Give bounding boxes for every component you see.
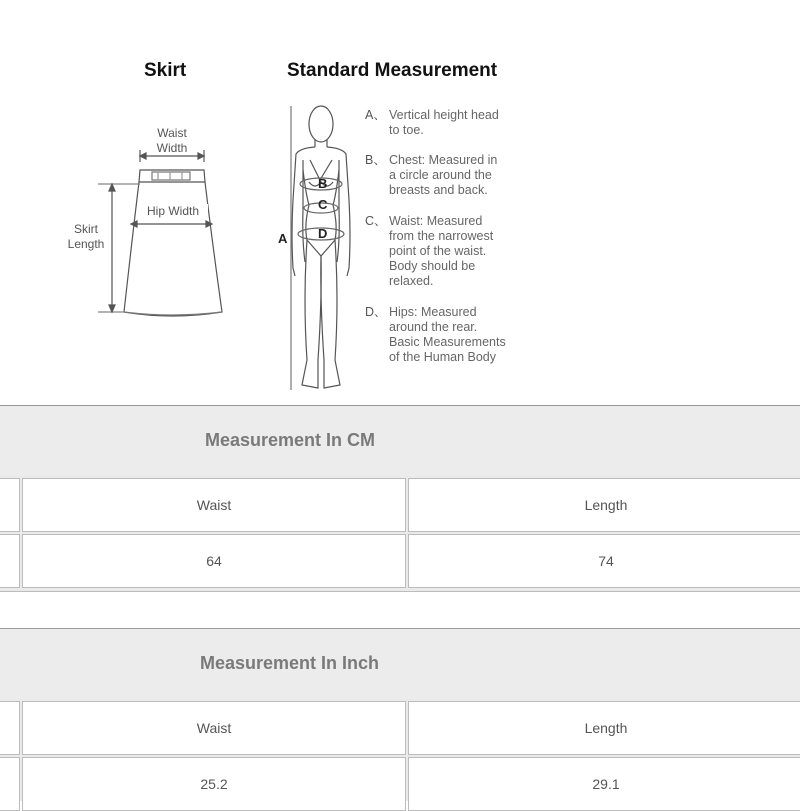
table-cell <box>0 534 20 588</box>
table-inch <box>0 628 800 801</box>
standard-measurement-title: Standard Measurement <box>287 60 498 81</box>
description-c: C、 Waist: Measured from the narrowest point of the waist. Body should be relaxed. <box>365 214 494 288</box>
table-cm-grid <box>0 476 800 592</box>
description-d: D、 Hips: Measured around the rear. Basic Measurements of the Human Body <box>365 305 506 364</box>
table-value-waist: 25.2 <box>22 757 406 811</box>
measurement-diagram <box>0 0 800 400</box>
waist-width-label: Waist Width <box>156 126 188 155</box>
hips-letter-d: D <box>318 226 328 241</box>
table-header-length: Length <box>408 701 800 755</box>
skirt-illustration <box>98 150 222 316</box>
skirt-length-label: Skirt Length <box>67 222 105 251</box>
description-b: B、 Chest: Measured in a circle around the breasts and back. <box>365 153 498 197</box>
waist-letter-c: C <box>318 197 328 212</box>
chest-letter-b: B <box>318 176 328 191</box>
hip-width-label: Hip Width <box>138 204 208 219</box>
table-value-waist: 64 <box>22 534 406 588</box>
height-letter-a: A <box>278 231 288 246</box>
table-value-length: 74 <box>408 534 800 588</box>
table-cm <box>0 405 800 591</box>
table-inch-title: Measurement In Inch <box>200 653 380 673</box>
table-cell <box>0 701 20 755</box>
table-cm-title: Measurement In CM <box>205 430 376 450</box>
table-header-waist: Waist <box>22 701 406 755</box>
table-inch-grid <box>0 699 800 801</box>
table-header-waist: Waist <box>22 478 406 532</box>
table-cell <box>0 478 20 532</box>
table-inch-title-row <box>0 629 800 699</box>
table-cm-title-row <box>0 406 800 476</box>
table-value-length: 29.1 <box>408 757 800 811</box>
description-a: A、 Vertical height head to toe. <box>365 108 499 137</box>
body-figure <box>291 106 350 390</box>
table-cell <box>0 757 20 811</box>
table-header-length: Length <box>408 478 800 532</box>
skirt-title: Skirt <box>144 60 187 81</box>
